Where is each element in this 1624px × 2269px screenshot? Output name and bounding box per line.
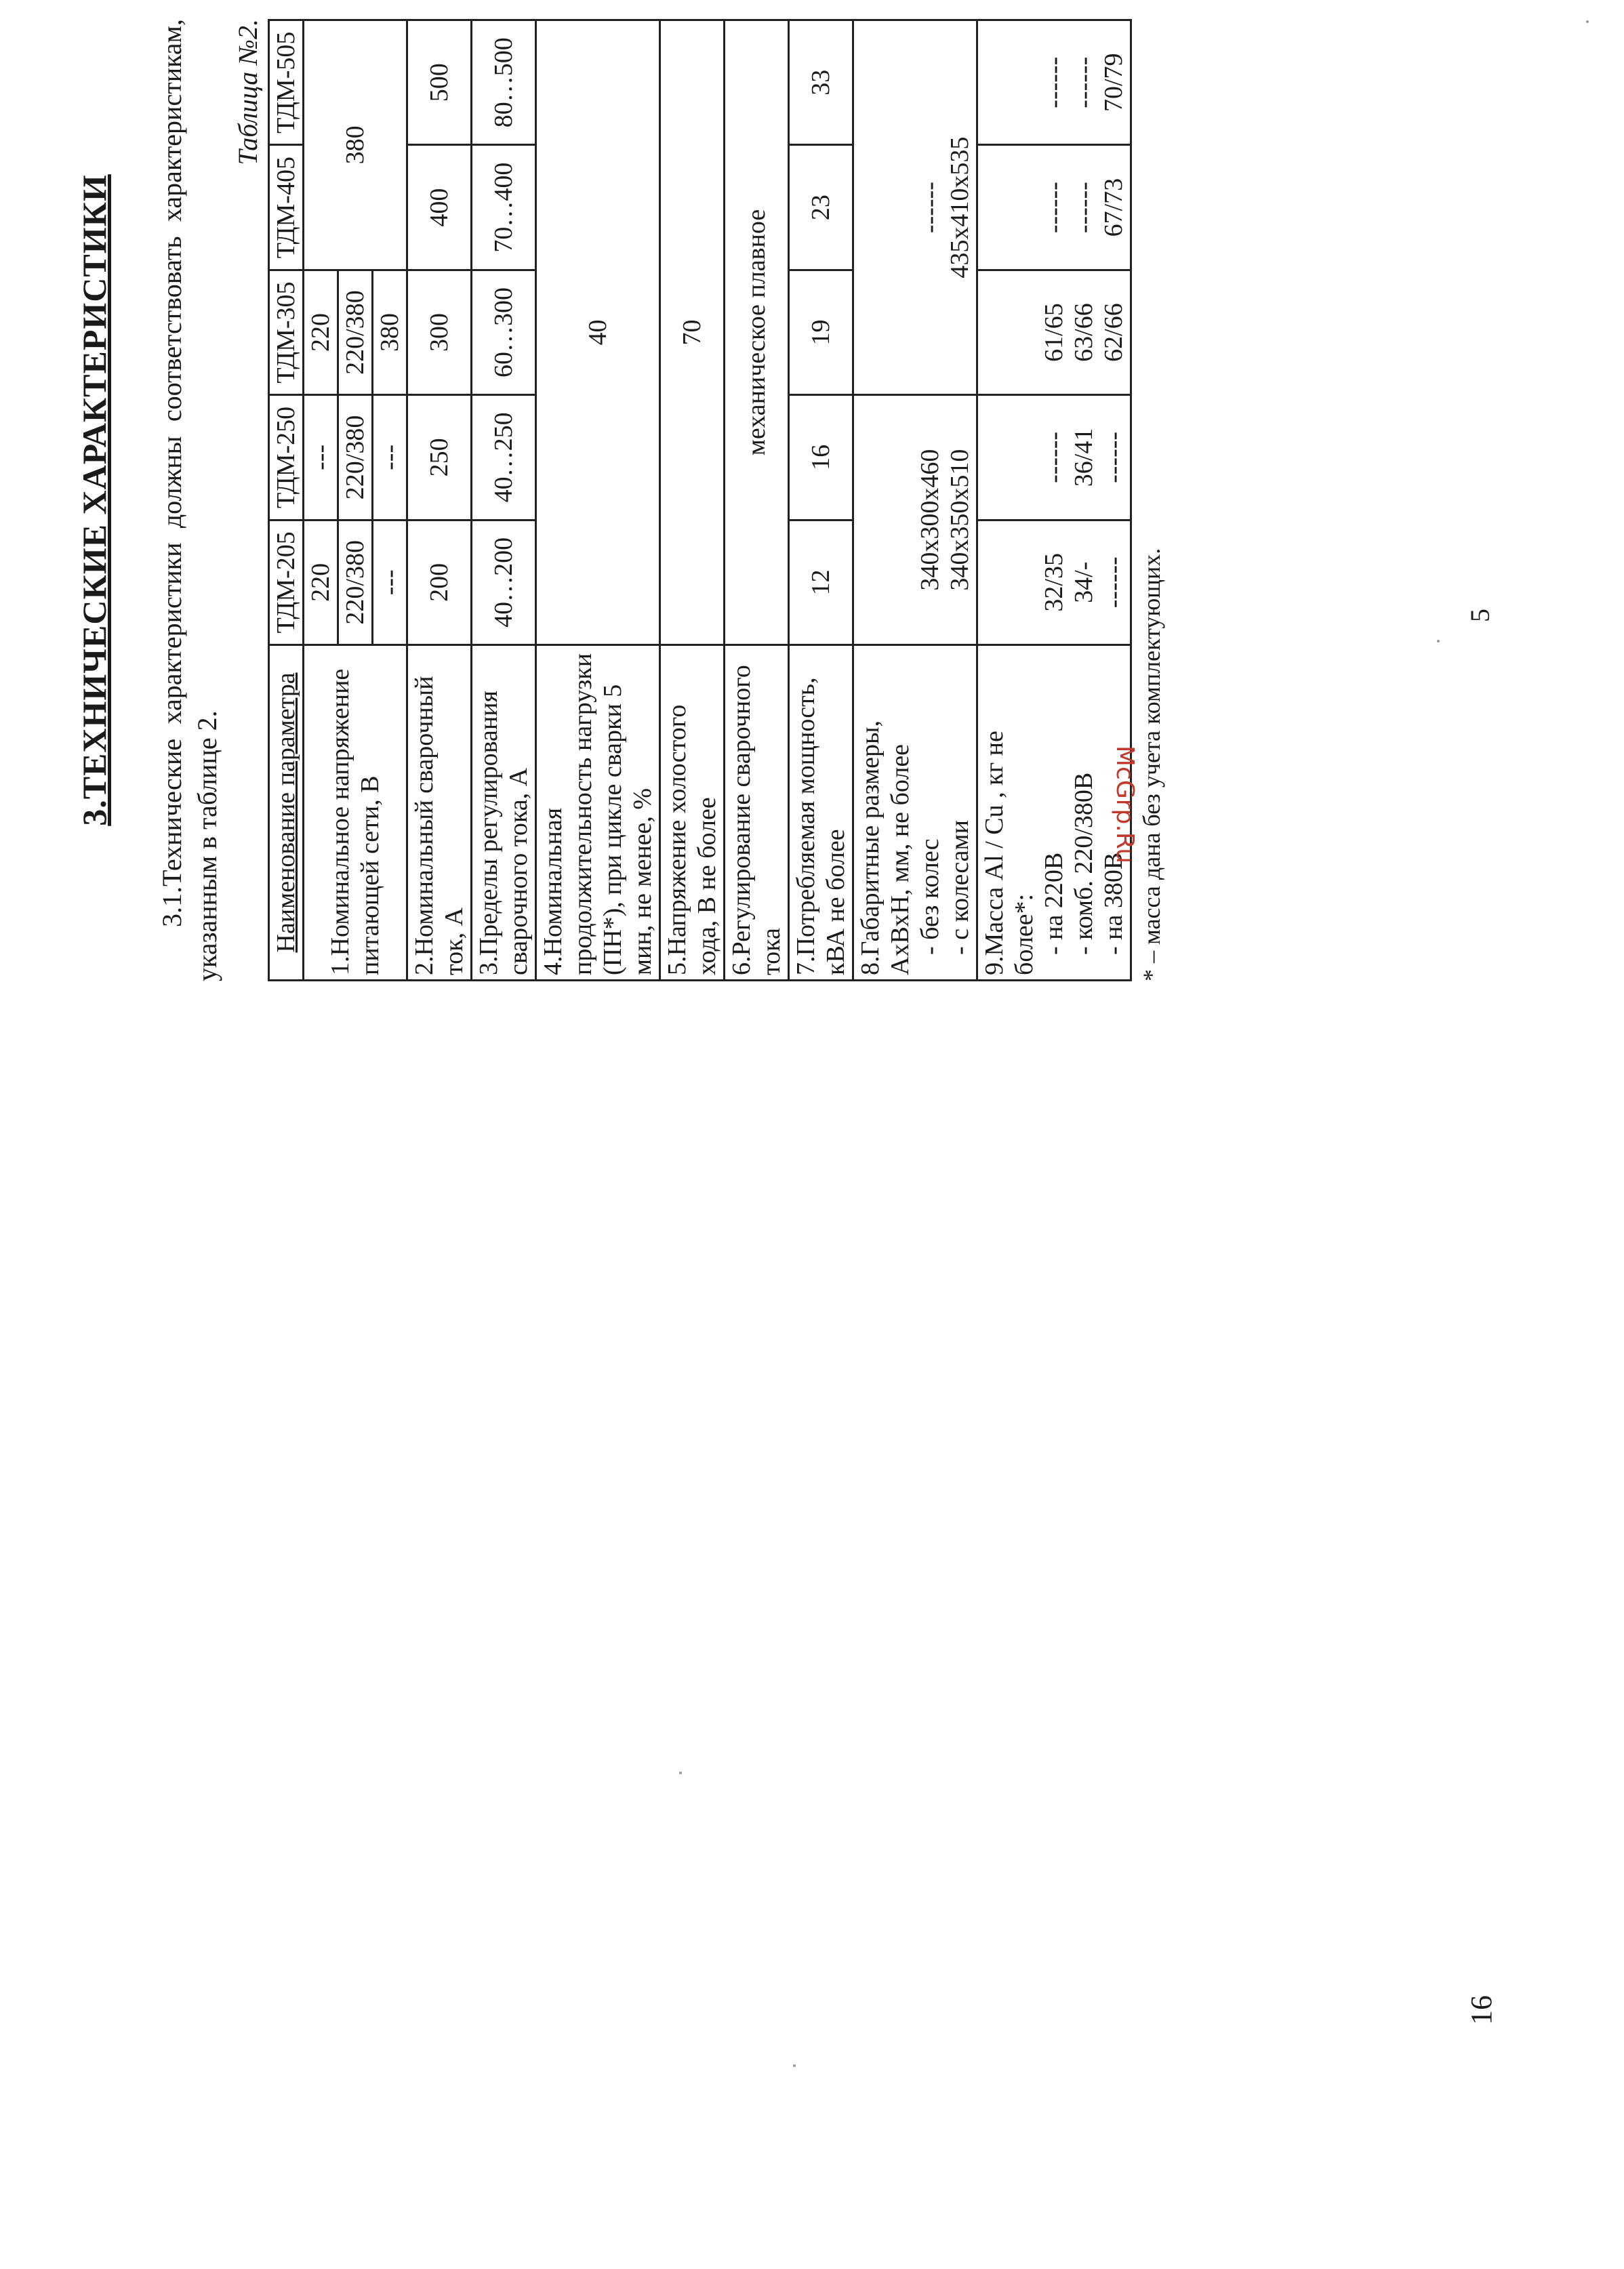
dim-a1: 340х300х460 [916, 449, 944, 591]
cell: 200 [407, 520, 472, 645]
cell: 300 [407, 270, 472, 394]
mass-value: ------ [1070, 56, 1098, 108]
section-title: 3.ТЕХНИЧЕСКИЕ ХАРАКТЕРИСТИКИ [75, 174, 113, 826]
row-name-dimensions [853, 645, 977, 981]
cell: 380 [304, 20, 407, 270]
header-tdm505: ТДМ-505 [269, 20, 304, 145]
cell [853, 395, 977, 645]
table-row [853, 20, 977, 981]
dimensions-sub2: - с колесами [946, 820, 974, 955]
cell: 380 [373, 270, 407, 394]
cell: 250 [407, 395, 472, 520]
header-tdm305: ТДМ-305 [269, 270, 304, 394]
cell: 500 [407, 20, 472, 145]
mass-value: ------ [1040, 431, 1068, 483]
dimensions-label: 8.Габаритные размеры, АхВхН, мм, не более [856, 720, 914, 975]
mass-value: 32/35 [1040, 553, 1068, 612]
mass-value: 67/73 [1099, 178, 1128, 237]
cell: 220/380 [338, 395, 373, 520]
row-name-power: 7.Потребляемая мощность, кВА не более [789, 645, 853, 981]
cell: --- [304, 395, 338, 520]
mass-value: 70/79 [1099, 53, 1128, 112]
page-number-5: 5 [1465, 609, 1495, 622]
scan-speck [1586, 20, 1589, 23]
cell: 40…200 [472, 520, 536, 645]
page-content [75, 19, 1166, 981]
mass-value: ------ [1070, 182, 1098, 234]
mass-label: 9.Масса Al / Cu , кг не более*: [980, 731, 1038, 975]
specs-table [268, 19, 1132, 981]
cell: --- [373, 520, 407, 645]
cell: 12 [789, 520, 853, 645]
table-row [660, 20, 725, 981]
scan-speck [793, 2064, 796, 2067]
dim-b2: 435х410х535 [946, 136, 974, 279]
cell: 80…500 [472, 20, 536, 145]
table-row [407, 20, 472, 981]
table-row [725, 20, 789, 981]
cell [977, 20, 1131, 145]
cell: 70 [660, 20, 725, 645]
mass-sub1: - на 220В [1040, 852, 1068, 955]
scan-speck [1437, 640, 1440, 642]
mass-value: 63/66 [1070, 303, 1098, 362]
cell [853, 20, 977, 395]
row-name-duty: 4.Номинальная продолжительность нагрузки (ПН*), при цикле сварки 5 мин, не менее, % [536, 645, 660, 981]
mass-value: ------ [1040, 56, 1068, 108]
table-row [977, 20, 1131, 981]
header-param: Наименование параметра [269, 645, 304, 981]
row-name-regulation: 6.Регулирование сварочного тока [725, 645, 789, 981]
header-tdm205: ТДМ-205 [269, 520, 304, 645]
cell: 400 [407, 145, 472, 270]
mass-value: 34/- [1070, 561, 1098, 603]
mass-value: ------ [1099, 556, 1128, 609]
dimensions-sub1: - без колес [916, 838, 944, 955]
mass-value: 62/66 [1099, 303, 1128, 362]
cell [977, 270, 1131, 394]
cell: 40…250 [472, 395, 536, 520]
mass-value: ------ [1040, 182, 1068, 234]
cell: 23 [789, 145, 853, 270]
mass-sub2: - комб. 220/380В [1070, 772, 1098, 955]
table-row [789, 20, 853, 981]
intro-text: 3.1.Технические характеристики должны соответствовать характеристикам, указанным в таблице 2. [157, 19, 222, 981]
scan-speck [679, 1772, 682, 1774]
dim-b1: ------ [916, 182, 944, 234]
mass-value: 36/41 [1070, 428, 1098, 487]
cell: 19 [789, 270, 853, 394]
row-name-mass [977, 645, 1131, 981]
row-name-range: 3.Пределы регулирования сварочного тока, А [472, 645, 536, 981]
cell: --- [373, 395, 407, 520]
header-tdm250: ТДМ-250 [269, 395, 304, 520]
cell: 16 [789, 395, 853, 520]
cell [977, 145, 1131, 270]
cell: 40 [536, 20, 660, 645]
mass-sub3: - на 380В [1099, 852, 1128, 955]
row-name-current: 2.Номинальный сварочный ток, А [407, 645, 472, 981]
cell: 60…300 [472, 270, 536, 394]
row-name-open-voltage: 5.Напряжение холостого хода, В не более [660, 645, 725, 981]
table-row [304, 20, 338, 981]
cell [977, 520, 1131, 645]
table-header-row [269, 20, 304, 981]
cell: 220/380 [338, 520, 373, 645]
page-number-16: 16 [1465, 1995, 1498, 2025]
footnote: * – масса дана без учета комплектующих. [1138, 548, 1165, 981]
watermark: McGrp.Ru [1111, 745, 1139, 864]
table-row [472, 20, 536, 981]
intro-paragraph [155, 19, 225, 981]
cell: 220 [304, 520, 338, 645]
cell: 220/380 [338, 270, 373, 394]
cell [977, 395, 1131, 520]
row-name-voltage: 1.Номинальное напряжение питающей сети, В [304, 645, 407, 981]
mass-value: ------ [1099, 431, 1128, 483]
table-number: Таблица №2. [232, 19, 263, 165]
cell: 70…400 [472, 145, 536, 270]
table-row [536, 20, 660, 981]
mass-value: 61/65 [1040, 303, 1068, 362]
cell: механическое плавное [725, 20, 789, 645]
cell: 33 [789, 20, 853, 145]
dim-a2: 340х350х510 [946, 449, 974, 591]
header-tdm405: ТДМ-405 [269, 145, 304, 270]
cell: 220 [304, 270, 338, 394]
